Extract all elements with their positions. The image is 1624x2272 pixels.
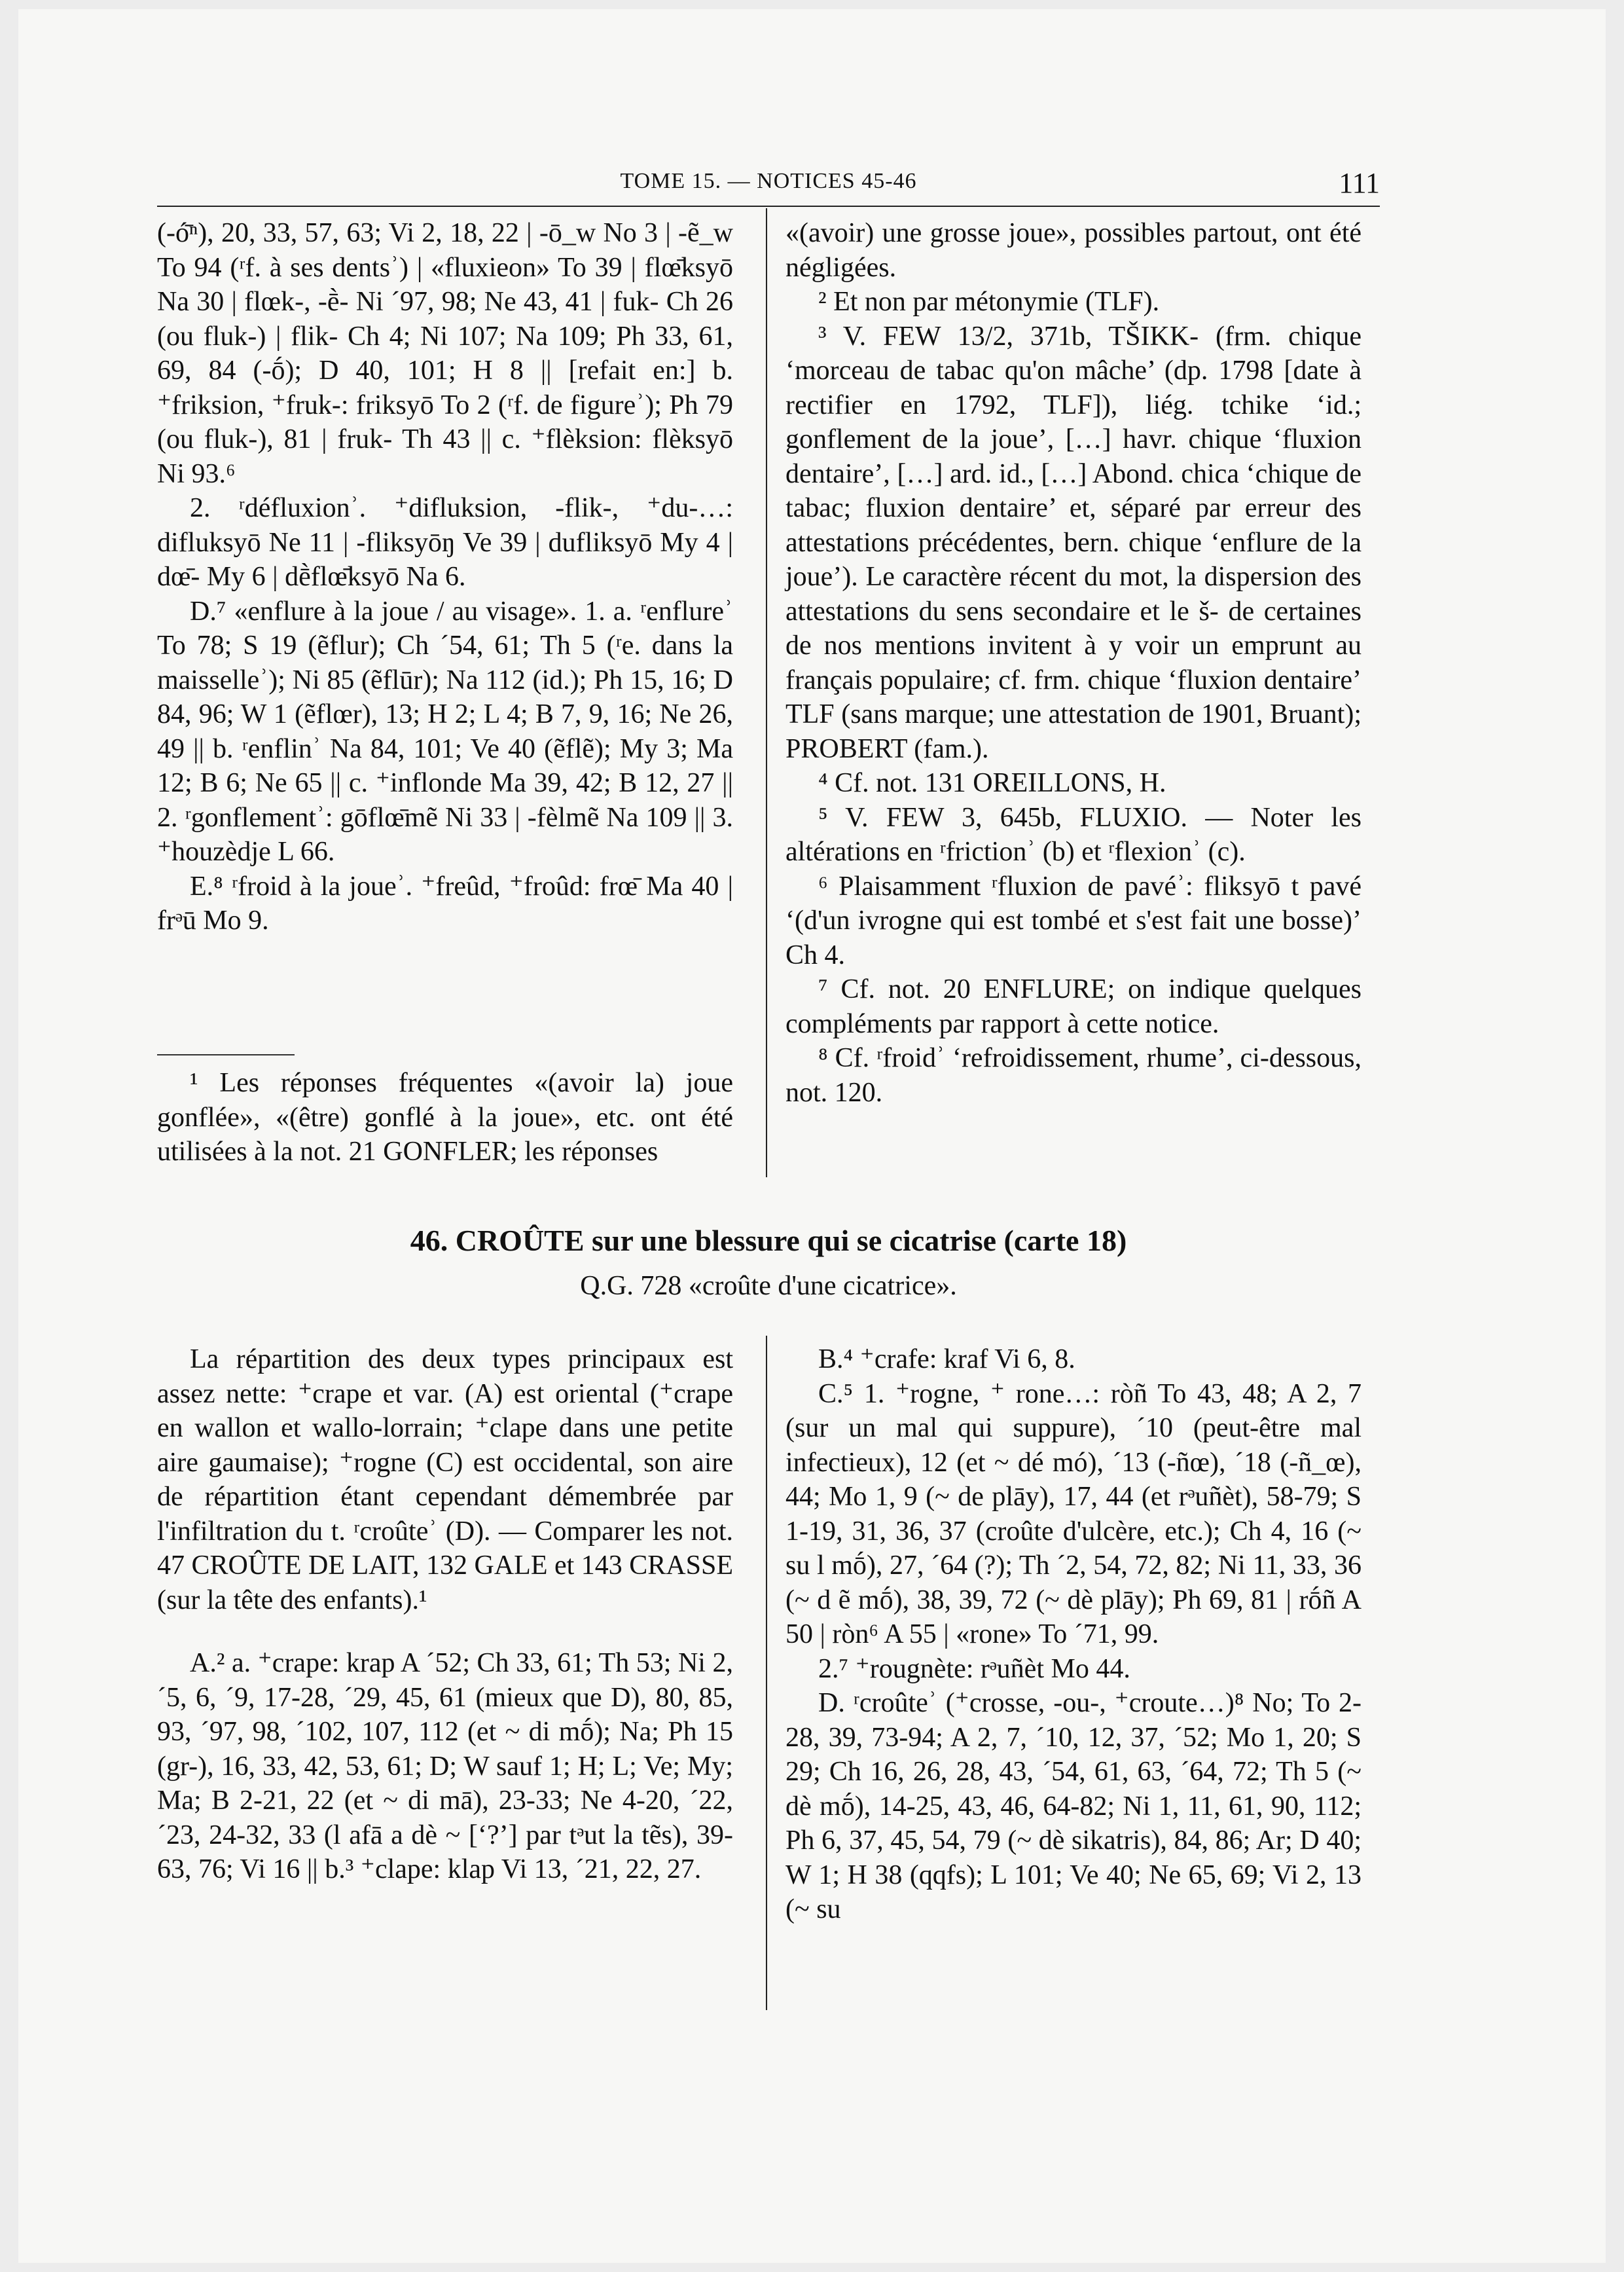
footnote: ³ V. FEW 13/2, 371b, TŠIKK- (frm. chique ‘morceau de tabac qu'on mâche’ (dp. 1798 [date à rectifier en 1792, TLF]), liég. tchike ‘id.; gonflement de la joue’, […] havr. chique ‘fluxion dentaire’, […] ard. id., […] Abond. chica ‘chique de tabac; fluxion dentaire’ et, séparé par erreur des attestations précédentes, bern. chique ‘enflure de la joue’). Le caractère récent du mot, la dispersion des attestations du sens secondaire et le š- de certaines de nos mentions invitent à y voir un emprunt au français populaire; cf. frm. chique ‘fluxion dentaire’ TLF (sans marque; une attestation de 1901, Bruant); PROBERT (fam.).: [785, 321, 1362, 764]
paragraph: A.² a. ⁺crape: krap A ´52; Ch 33, 61; Th 53; Ni 2, ´5, 6, ´9, 17-28, ´29, 45, 61 (mieux que D), 80, 85, 93, ´97, 98, ´102, 107, 112 (et ~ di mṓ); Na; Ph 15 (gr-), 16, 33, 42, 53, 61; D; W sauf 1; H; L; Ve; My; Ma; B 2-21, 22 (et ~ di mā), 23-33; Ne 4-20, ´22, ´23, 24-32, 33 (l afā a dè ~ [‘?’] par tᵊut la tẽs), 39-63, 76; Vi 16 || b.³ ⁺clape: klap Vi 13, ´21, 22, 27.: [157, 1648, 733, 1884]
section-title: 46. CROÛTE sur une blessure qui se cicatrise (carte 18): [410, 1224, 1127, 1257]
paragraph: D.⁷ «enflure à la joue / au visage». 1. a. ʳenflureʾ To 78; S 19 (ẽflur); Ch ´54, 61; Th 5 (ʳe. dans la maisselleʾ); Ni 85 (ẽflūr); Na 112 (id.); Ph 15, 16; D 84, 96; W 1 (ẽflœr), 13; H 2; L 4; B 7, 9, 16; Ne 26, 49 || b. ʳenflinʾ Na 84, 101; Ve 40 (ẽflẽ); My 3; Ma 12; B 6; Ne 65 || c. ⁺inflonde Ma 39, 42; B 12, 27 || 2. ʳgonflementʾ: gōflœ̄mẽ Ni 33 | -fèlmẽ Na 109 || 3. ⁺houzèdje L 66.: [157, 596, 733, 867]
footnote: ⁷ Cf. not. 20 ENFLURE; on indique quelques compléments par rapport à cette notice.: [785, 974, 1362, 1039]
footnote: ⁶ Plaisamment ʳfluxion de pavéʾ: fliksyō t pavé ‘(d'un ivrogne qui est tombé et s'est fait une bosse)’ Ch 4.: [785, 871, 1362, 970]
paragraph: B.⁴ ⁺crafe: kraf Vi 6, 8.: [818, 1344, 1075, 1374]
left-column-top: [157, 216, 733, 938]
right-column-top: [785, 216, 1362, 1110]
footnote: ² Et non par métonymie (TLF).: [818, 287, 1160, 317]
paragraph-gap: [157, 1617, 733, 1646]
page-number: 111: [1339, 167, 1380, 199]
right-column-bottom: [785, 1342, 1362, 1927]
footnote: «(avoir) une grosse joue», possibles partout, ont été négligées.: [785, 218, 1362, 283]
running-header: [157, 164, 1380, 203]
paragraph: E.⁸ ʳfroid à la joueʾ. ⁺freûd, ⁺froûd: frœ̄ Ma 40 | frᵊū Mo 9.: [157, 871, 733, 936]
left-column-bottom: [157, 1342, 733, 1887]
paragraph: (-ó̄ⁿ), 20, 33, 57, 63; Vi 2, 18, 22 | -ō_w No 3 | -ẽ_w To 94 (ʳf. à ses dentsʾ) | «fluxieon» To 39 | flœ̄ksyō Na 30 | flœk-, -ḕ- Ni ´97, 98; Ne 43, 41 | fuk- Ch 26 (ou fluk-) | flik- Ch 4; Ni 107; Na 109; Ph 33, 61, 69, 84 (-ṓ); D 40, 101; H 8 || [refait en:] b. ⁺friksion, ⁺fruk-: friksyō To 2 (ʳf. de figureʾ); Ph 79 (ou fluk-), 81 | fruk- Th 43 || c. ⁺flèksion: flèksyō Ni 93.⁶: [157, 218, 733, 489]
footnote: ⁴ Cf. not. 131 OREILLONS, H.: [818, 768, 1166, 798]
paragraph: La répartition des deux types principaux est assez nette: ⁺crape et var. (A) est oriental (⁺crape en wallon et wallo-lorrain; ⁺clape dans une petite aire gaumaise); ⁺rogne (C) est occidental, son aire de répartition étant cependant démembrée par l'infiltration du t. ʳcroûteʾ (D). — Comparer les not. 47 CROÛTE DE LAIT, 132 GALE et 143 CRASSE (sur la tête des enfants).¹: [157, 1344, 734, 1615]
footnote: ¹ Les réponses fréquentes «(avoir la) joue gonflée», «(être) gonflé à la joue», etc. ont été utilisées à la not. 21 GONFLER; les réponses: [157, 1068, 733, 1167]
paragraph: 2.⁷ ⁺rougnète: rᵊuñèt Mo 44.: [818, 1653, 1130, 1684]
column-divider-bottom: [766, 1336, 767, 2010]
footnote: ⁵ V. FEW 3, 645b, FLUXIO. — Noter les altérations en ʳfrictionʾ (b) et ʳflexionʾ (c).: [785, 802, 1362, 867]
paragraph: D. ʳcroûteʾ (⁺crosse, -ou-, ⁺croute…)⁸ No; To 2-28, 39, 73-94; A 2, 7, ´10, 12, 37, ´52; Mo 1, 20; S 29; Ch 16, 26, 28, 43, ´54, 61, 63, ´64, 72; Th 5 (~ dè mṓ), 14-25, 43, 46, 64-82; Ni 1, 11, 61, 90, 112; Ph 6, 37, 45, 54, 79 (~ dè sikatris), 84, 86; Ar; D 40; W 1; H 38 (qqfs); L 101; Ve 40; Ne 65, 69; Vi 2, 13 (~ su: [785, 1688, 1362, 1924]
left-footnotes: [157, 1066, 733, 1169]
running-title: TOME 15. — NOTICES 45-46: [620, 169, 917, 193]
footnote-rule: [157, 1054, 295, 1055]
paragraph: C.⁵ 1. ⁺rogne, ⁺ rone…: ròñ To 43, 48; A 2, 7 (sur un mal qui suppure), ´10 (peut-être mal infectieux), 12 (et ~ dé mó), ´13 (-ñœ), ´18 (-ñ_œ), 44; Mo 1, 9 (~ de plāy), 17, 44 (et rᵊuñèt), 58-79; S 1-19, 31, 36, 37 (croûte d'ulcère, etc.); Ch 4, 16 (~ su l mṓ), 27, ´64 (?); Th ´2, 54, 72, 82; Ni 11, 33, 36 (~ d ẽ mṓ), 38, 39, 72 (~ dè plāy); Ph 69, 81 | rṓñ A 50 | ròn⁶ A 55 | «rone» To ´71, 99.: [785, 1378, 1362, 1649]
section-subtitle: Q.G. 728 «croûte d'une cicatrice».: [580, 1271, 957, 1301]
column-divider-top: [766, 208, 767, 1177]
paragraph: 2. ʳdéfluxionʾ. ⁺difluksion, -flik-, ⁺du-…: difluksyō Ne 11 | -fliksyōŋ Ve 39 | dufliksyō My 4 | dœ̄- My 6 | dḕflœ̄ksyō Na 6.: [157, 493, 733, 592]
header-rule: [157, 206, 1380, 207]
footnote: ⁸ Cf. ʳfroidʾ ‘refroidissement, rhume’, ci-dessous, not. 120.: [785, 1043, 1362, 1108]
